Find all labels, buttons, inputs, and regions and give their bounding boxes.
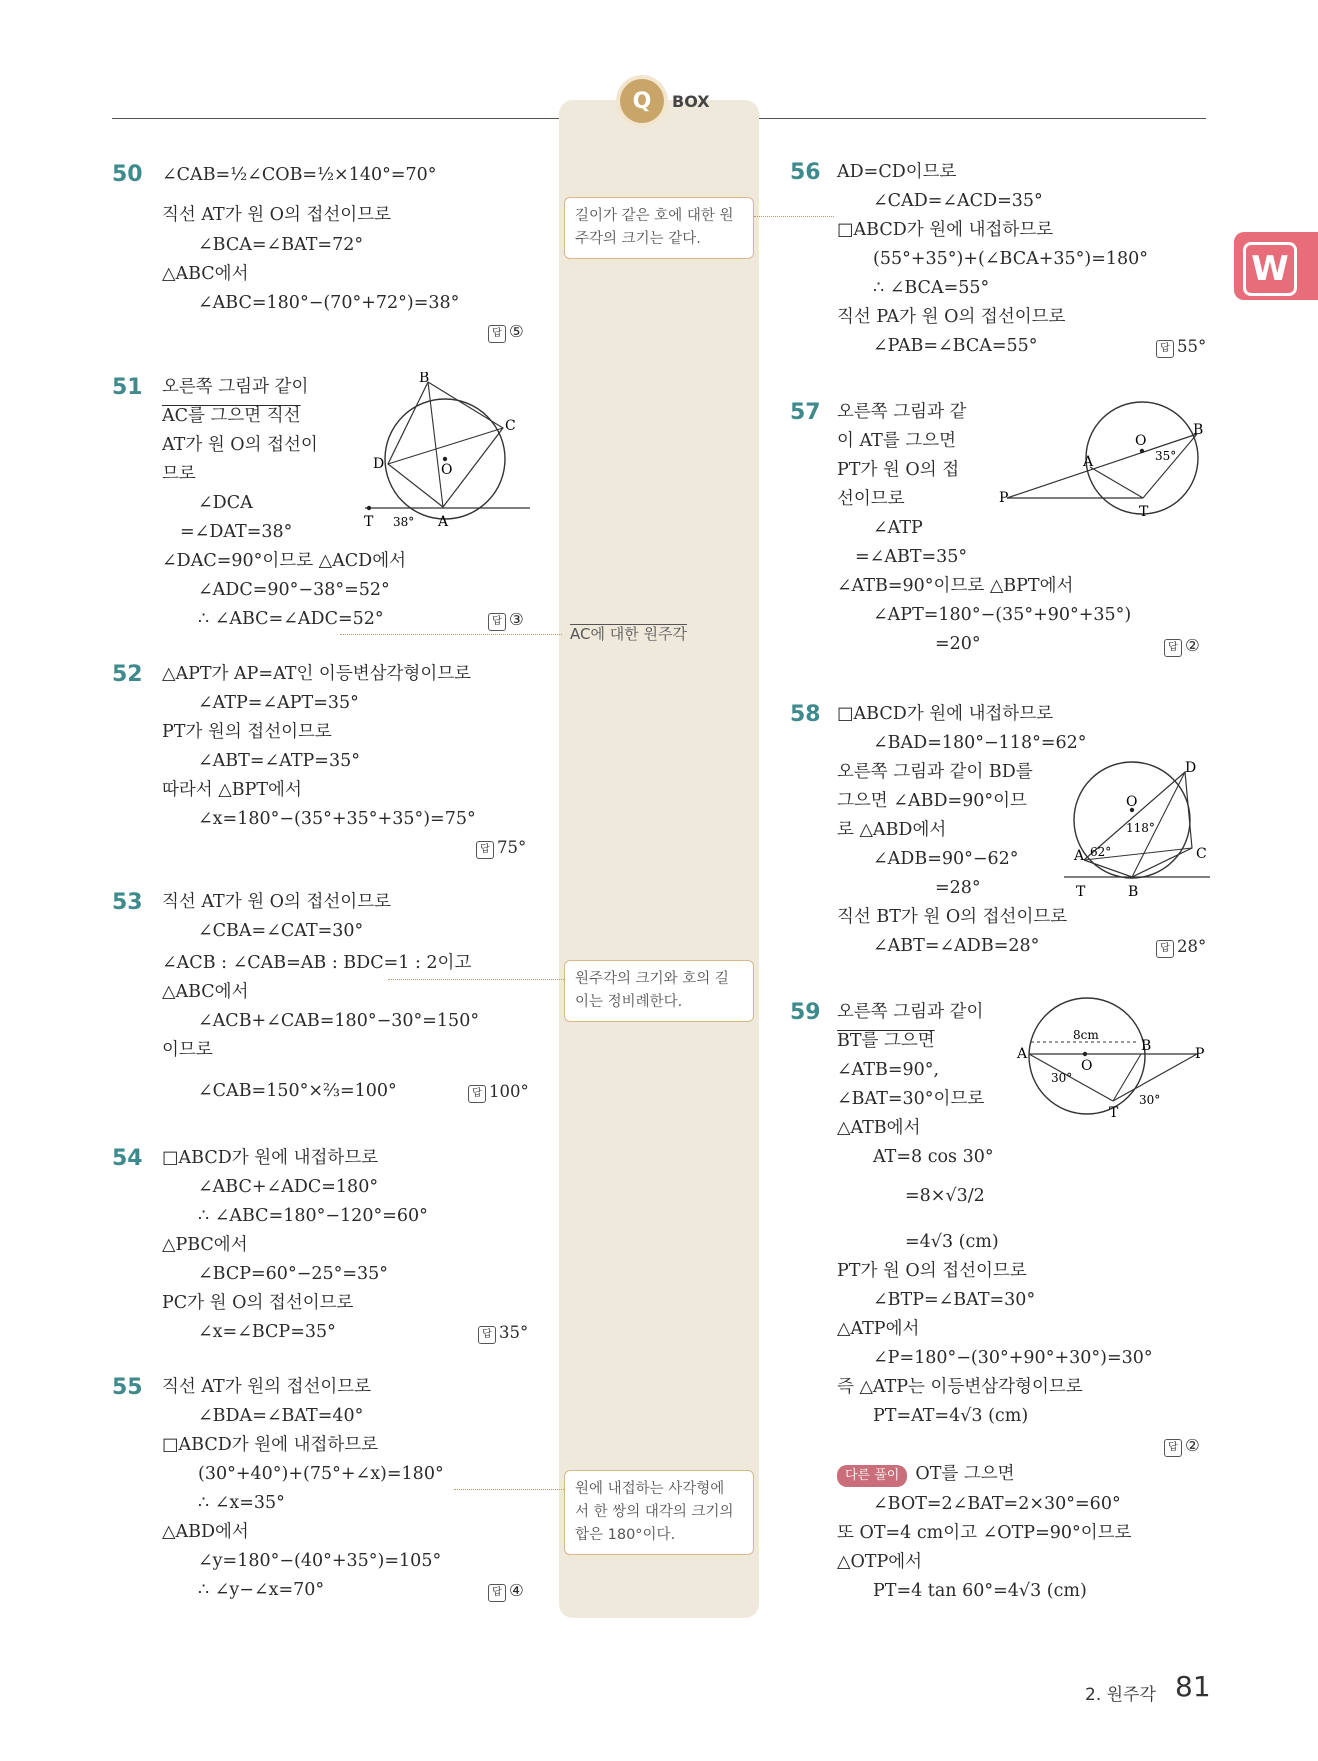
- center-dot: [443, 457, 447, 461]
- label-a: A: [438, 514, 449, 530]
- solution-line: ∠BTP=∠BAT=30°: [873, 1290, 1036, 1310]
- answer-icon: 답: [476, 841, 494, 859]
- alt-solution-line: PT=4 tan 60°=4√3 (cm): [873, 1581, 1087, 1601]
- answer: [476, 838, 526, 859]
- solution-line: ∠CAB=150°×⅔=100°: [198, 1081, 397, 1101]
- problem-number: 56: [790, 160, 821, 185]
- note-line: 합은 180°이다.: [575, 1527, 676, 1543]
- solution-line: AC를 그으면 직선: [162, 406, 301, 426]
- problem-number: 51: [112, 375, 143, 400]
- solution-line: 직선 BT가 원 O의 접선이므로: [837, 907, 1068, 927]
- label-o: O: [1081, 1058, 1093, 1074]
- solution-line: ∠BDA=∠BAT=40°: [198, 1406, 364, 1426]
- label-o: O: [441, 462, 453, 478]
- section-title: 2. 원주각: [1085, 1685, 1156, 1705]
- solution-line: =20°: [935, 634, 981, 654]
- solution-line: □ABCD가 원에 내접하므로: [162, 1435, 379, 1455]
- circle: [1074, 762, 1190, 878]
- label-angle-118: 118°: [1126, 821, 1155, 835]
- solution-line: △ATP에서: [837, 1319, 920, 1339]
- figure-58: [1060, 760, 1220, 900]
- answer: [488, 1581, 524, 1602]
- solution-line: AT=8 cos 30°: [873, 1147, 994, 1167]
- solution-line: ∴ ∠ABC=∠ADC=52°: [198, 609, 384, 629]
- solution-line: 직선 PA가 원 O의 접선이므로: [837, 307, 1066, 327]
- solution-line: 그으면 ∠ABD=90°이므: [837, 791, 1027, 811]
- chord-bd: [428, 382, 443, 507]
- label-o: O: [1135, 433, 1147, 449]
- label-t: T: [1139, 504, 1149, 520]
- solution-line: ∠ACB : ∠CAB=AB : BDC=1 : 2이고: [162, 953, 472, 973]
- problem-number: 54: [112, 1146, 143, 1171]
- label-b: B: [1193, 422, 1204, 438]
- note-line: 원주각의 크기와 호의 길: [575, 971, 729, 987]
- solution-line: ∠ATP=∠APT=35°: [198, 693, 359, 713]
- q-badge: Q: [620, 79, 664, 123]
- figure-57: [995, 398, 1210, 523]
- answer-icon: 답: [478, 1326, 496, 1344]
- solution-line: ∠ABT=∠ADB=28°: [873, 936, 1040, 956]
- answer: [1164, 1436, 1200, 1457]
- solution-line: ∠BAD=180°−118°=62°: [873, 733, 1087, 753]
- solution-line: 직선 AT가 원 O의 접선이므로: [162, 892, 392, 912]
- chord-bt: [1113, 1054, 1141, 1101]
- point-t: [367, 506, 371, 510]
- header-rule-left: [112, 118, 560, 119]
- solution-line: PC가 원 O의 접선이므로: [162, 1293, 354, 1313]
- solution-line: ∠ACB+∠CAB=180°−30°=150°: [198, 1011, 480, 1031]
- solution-line: ∠ADC=90°−38°=52°: [198, 580, 390, 600]
- solution-line: ∠BCP=60°−25°=35°: [198, 1264, 389, 1284]
- label-d: D: [373, 456, 385, 472]
- box-label: BOX: [672, 91, 710, 111]
- alt-solution-line: [837, 1464, 1015, 1487]
- answer-value: ④: [509, 1581, 524, 1600]
- solution-line: △ABD에서: [162, 1522, 249, 1542]
- solution-line: ∠ATP: [873, 518, 923, 538]
- center-dot: [1083, 1052, 1087, 1056]
- solution-line: ∠ATB=90°이므로 △BPT에서: [837, 576, 1074, 596]
- solution-line: =28°: [935, 878, 981, 898]
- answer-value: ②: [1185, 636, 1200, 655]
- label-p: P: [999, 490, 1009, 506]
- solution-line: ∠DAC=90°이므로 △ACD에서: [162, 551, 407, 571]
- problem-number: 57: [790, 400, 821, 425]
- figure-51: [355, 372, 535, 532]
- solution-line: ∴ ∠x=35°: [198, 1493, 285, 1513]
- label-t: T: [364, 514, 374, 530]
- solution-line: ∠PAB=∠BCA=55°: [873, 336, 1038, 356]
- note-line: 서 한 쌍의 대각의 크기의: [575, 1504, 734, 1520]
- solution-line: ∠ABC+∠ADC=180°: [198, 1177, 379, 1197]
- note-line: 원에 내접하는 사각형에: [575, 1481, 725, 1497]
- answer-value: 55°: [1177, 337, 1207, 356]
- solution-line: ∴ ∠BCA=55°: [873, 278, 990, 298]
- solution-line: ∠APT=180°−(35°+90°+35°): [873, 605, 1132, 625]
- solution-line: □ABCD가 원에 내접하므로: [837, 220, 1054, 240]
- solution-line: PT가 원 O의 접: [837, 460, 960, 480]
- answer-value: ⑤: [509, 322, 524, 341]
- solution-line: △ABC에서: [162, 982, 249, 1002]
- solution-line: AT가 원 O의 접선이: [162, 435, 318, 455]
- solution-line: 오른쪽 그림과 같: [837, 402, 967, 422]
- solution-line: BT를 그으면: [837, 1031, 935, 1051]
- label-angle-a: 30°: [1051, 1071, 1073, 1085]
- label-p: P: [1195, 1046, 1205, 1062]
- label-t: T: [1109, 1105, 1119, 1119]
- problem-number: 59: [790, 1000, 821, 1025]
- side-tab-letter: W: [1243, 242, 1297, 296]
- problem-number: 50: [112, 162, 143, 187]
- label-o: O: [1126, 794, 1138, 810]
- solution-line: 이므로: [162, 1040, 213, 1060]
- page-number: 81: [1175, 1670, 1211, 1703]
- solution-line: ∠CAB=½∠COB=½×140°=70°: [162, 165, 437, 185]
- answer: [478, 1323, 528, 1344]
- solution-line: 오른쪽 그림과 같이: [162, 377, 309, 397]
- circle: [1029, 998, 1145, 1114]
- alt-solution-line: △OTP에서: [837, 1552, 923, 1572]
- solution-line: 로 △ABD에서: [837, 820, 947, 840]
- note-line: 이는 정비례한다.: [575, 994, 683, 1010]
- label-c: C: [1196, 846, 1207, 862]
- solution-line: ∠BAT=30°이므로: [837, 1089, 985, 1109]
- label-a: A: [1074, 848, 1085, 864]
- answer-value: 75°: [497, 838, 527, 857]
- solution-line: ∠x=180°−(35°+35°+35°)=75°: [198, 809, 476, 829]
- label-angle-62: 62°: [1090, 845, 1112, 859]
- solution-line: ∠P=180°−(30°+90°+30°)=30°: [873, 1348, 1153, 1368]
- solution-line: AD=CD이므로: [837, 162, 957, 182]
- solution-line: =4√3 (cm): [905, 1232, 999, 1252]
- solution-line: (30°+40°)+(75°+∠x)=180°: [198, 1464, 444, 1484]
- solution-line: =8×√3/2: [905, 1186, 985, 1206]
- problem-number: 52: [112, 662, 143, 687]
- answer-value: ②: [1185, 1436, 1200, 1455]
- answer: [488, 610, 524, 631]
- solution-line: 오른쪽 그림과 같이 BD를: [837, 762, 1033, 782]
- solution-line: PT가 원 O의 접선이므로: [837, 1261, 1027, 1281]
- answer-value: 35°: [499, 1323, 529, 1342]
- solution-line: ∠x=∠BCP=35°: [198, 1322, 336, 1342]
- answer-icon: 답: [1156, 940, 1174, 958]
- answer-icon: 답: [488, 613, 506, 631]
- note-arc-ac: [570, 623, 687, 644]
- solution-line: ∴ ∠y−∠x=70°: [198, 1580, 325, 1600]
- answer-value: 28°: [1177, 937, 1207, 956]
- qbox-column: [559, 100, 759, 1618]
- solution-line: ∴ ∠ABC=180°−120°=60°: [198, 1206, 428, 1226]
- label-length: 8cm: [1073, 1028, 1099, 1042]
- solution-line: □ABCD가 원에 내접하므로: [837, 704, 1054, 724]
- solution-line: (55°+35°)+(∠BCA+35°)=180°: [873, 249, 1149, 269]
- solution-line: ∠ATB=90°,: [837, 1060, 940, 1080]
- solution-line: △PBC에서: [162, 1235, 248, 1255]
- answer-icon: 답: [488, 1584, 506, 1602]
- label-angle-t: 30°: [1139, 1093, 1161, 1107]
- solution-line: 이 AT를 그으면: [837, 431, 957, 451]
- solution-line: ∠BCA=∠BAT=72°: [198, 235, 364, 255]
- solution-line: ∠ABT=∠ATP=35°: [198, 751, 360, 771]
- alt-solution-badge: 다른 풀이: [837, 1465, 907, 1487]
- answer-icon: 답: [488, 325, 506, 343]
- label-angle: 38°: [393, 515, 415, 529]
- header-rule-right: [758, 118, 1206, 119]
- solution-line: ∠CAD=∠ACD=35°: [873, 191, 1043, 211]
- alt-solution-line: 또 OT=4 cm이고 ∠OTP=90°이므로: [837, 1523, 1132, 1543]
- solution-line: =∠DAT=38°: [180, 522, 293, 542]
- note-line: 주각의 크기는 같다.: [575, 231, 701, 247]
- note-cyclic-quad: [564, 1470, 754, 1555]
- solution-line: 오른쪽 그림과 같이: [837, 1002, 984, 1022]
- answer-icon: 답: [1164, 639, 1182, 657]
- note-line: 길이가 같은 호에 대한 원: [575, 208, 734, 224]
- label-d: D: [1185, 760, 1197, 776]
- answer: [1156, 337, 1206, 358]
- problem-number: 53: [112, 890, 143, 915]
- figure-59: [1015, 994, 1215, 1119]
- answer: [488, 322, 524, 343]
- note-connector: [340, 634, 562, 635]
- solution-line: △ABC에서: [162, 264, 249, 284]
- label-b: B: [419, 372, 430, 386]
- alt-solution-line: ∠BOT=2∠BAT=2×30°=60°: [873, 1494, 1121, 1514]
- label-a: A: [1083, 454, 1094, 470]
- solution-line: 즉 △ATP는 이등변삼각형이므로: [837, 1377, 1083, 1397]
- solution-line: □ABCD가 원에 내접하므로: [162, 1148, 379, 1168]
- qbox-header: [620, 76, 710, 126]
- note-equal-arcs: [564, 197, 754, 259]
- solution-line: 직선 AT가 원의 접선이므로: [162, 1377, 372, 1397]
- label-c: C: [505, 418, 516, 434]
- note-connector: [754, 216, 834, 217]
- center-dot: [1140, 449, 1144, 453]
- note-text: AC에 대한 원주각: [570, 625, 687, 643]
- label-a: A: [1017, 1046, 1028, 1062]
- problem-number: 55: [112, 1375, 143, 1400]
- note-connector: [454, 1489, 564, 1490]
- solution-line: ∠DCA: [198, 493, 253, 513]
- solution-line: ∠ADB=90°−62°: [873, 849, 1019, 869]
- note-proportional: [564, 960, 754, 1022]
- solution-line: 선이므로: [837, 489, 905, 509]
- label-b: B: [1141, 1038, 1152, 1054]
- answer: [1164, 636, 1200, 657]
- answer-icon: 답: [1156, 340, 1174, 358]
- solution-line: 따라서 △BPT에서: [162, 780, 302, 800]
- solution-line: ∠CBA=∠CAT=30°: [198, 921, 364, 941]
- answer-value: ③: [509, 610, 524, 629]
- solution-line: △ATB에서: [837, 1118, 921, 1138]
- solution-line: =∠ABT=35°: [855, 547, 968, 567]
- answer: [1156, 937, 1206, 958]
- alt-text: OT를 그으면: [915, 1464, 1015, 1484]
- answer: [468, 1082, 529, 1103]
- solution-line: 므로: [162, 464, 196, 484]
- answer-icon: 답: [1164, 1439, 1182, 1457]
- solution-line: ∠ABC=180°−(70°+72°)=38°: [198, 293, 460, 313]
- problem-number: 58: [790, 702, 821, 727]
- quad-lines: [388, 382, 503, 507]
- solution-line: PT가 원의 접선이므로: [162, 722, 332, 742]
- solution-line: △APT가 AP=AT인 이등변삼각형이므로: [162, 664, 472, 684]
- label-t: T: [1076, 884, 1086, 900]
- answer-value: 100°: [489, 1082, 529, 1101]
- secant-pb: [1007, 434, 1197, 498]
- answer-icon: 답: [468, 1085, 486, 1103]
- solution-line: 직선 AT가 원 O의 접선이므로: [162, 205, 392, 225]
- label-b: B: [1128, 884, 1139, 900]
- label-angle: 35°: [1155, 449, 1177, 463]
- solution-line: PT=AT=4√3 (cm): [873, 1406, 1029, 1426]
- note-connector: [388, 979, 564, 980]
- solution-line: ∠y=180°−(40°+35°)=105°: [198, 1551, 442, 1571]
